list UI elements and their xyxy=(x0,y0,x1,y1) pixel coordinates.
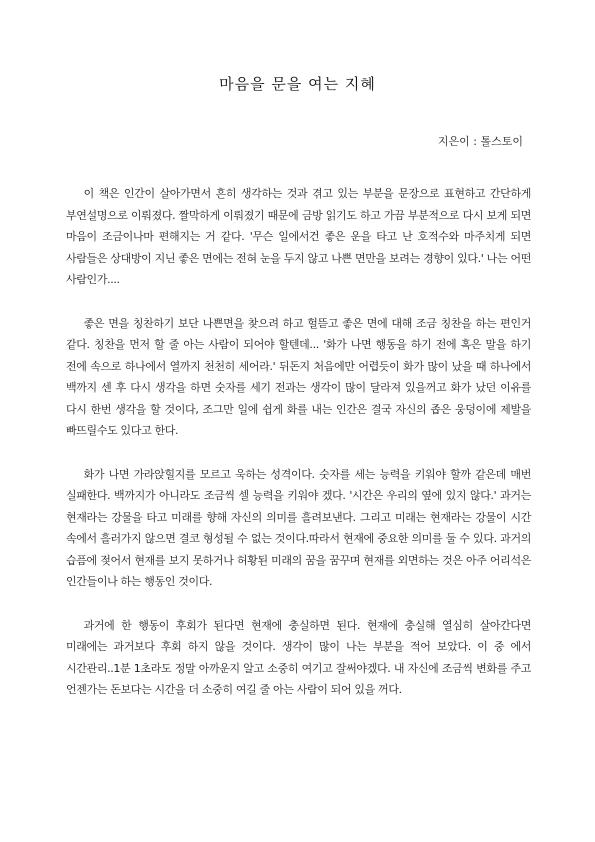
paragraph-3: 화가 나면 가라앉힐지를 모르고 욱하는 성격이다. 숫자를 세는 능력을 키워야 할까 같은데 매번 실패한다. 백까지가 아니라도 조금씩 셀 능력을 키워야 겠다. '시간은 우리의 옆에 있지 않다.' 과거는 현재라는 강물을 타고 미래를 향해 자신의 의미를 흘려보낸다. 그리고 미래는 현재라는 강물이 시간 속에서 흘러가지 않으면 결코 형성될 수 없는 것이다.따라서 현재에 중요한 의미를 둘 수 있다. 과거의 습픔에 젖어서 현재를 보지 못하거나 허황된 미래의 꿈을 꿈꾸며 현재를 외면하는 것은 아주 어리석은 인간들이나 하는 행동인 것이다. xyxy=(66,467,531,588)
paragraph-1: 이 책은 인간이 살아가면서 흔히 생각하는 것과 겪고 있는 부분을 문장으로 표현하고 간단하게 부연설명으로 이뤄졌다. 짤막하게 이뤄졌기 때문에 금방 읽기도 하고 가끔 부분적으로 다시 보게 되면 마음이 조금이나마 편해지는 거 같다. '무슨 일에서건 좋은 운을 타고 난 호적수와 마주치게 되면 사람들은 상대방이 지닌 좋은 면에는 전혀 눈을 두지 않고 나쁜 면만을 보려는 경향이 있다.' 나는 어떤 사람인가.... xyxy=(66,187,531,286)
author-line: 지은이 : 톨스토이 xyxy=(437,135,523,148)
paragraph-4: 과거에 한 행동이 후회가 된다면 현재에 충실하면 된다. 현재에 충실해 열심히 살아간다면 미래에는 과거보다 후회 하지 않을 것이다. 생각이 많이 나는 부분을 적어 보았다. 이 중 에서 시간관리..1분 1초라도 정말 아까운지 알고 소중히 여기고 잘써야겠다. 내 자신에 조금씩 변화를 주고 언젠가는 돈보다는 시간을 더 소중히 여길 줄 아는 사람이 되어 있을 꺼다. xyxy=(66,618,531,696)
document-body xyxy=(66,183,531,723)
paragraph-2: 좋은 면을 칭찬하기 보단 나쁜면을 찾으려 하고 헐뜯고 좋은 면에 대해 조금 칭찬을 하는 편인거 같다. 칭찬을 먼저 할 줄 아는 사람이 되어야 할텐데... '화가 나면 행동을 하기 전에 혹은 말을 하기 전에 속으로 하나에서 열까지 천천히 세어라.' 뒤돈지 처음에만 어렵듯이 화가 많이 났을 때 하나에서 백까지 센 후 다시 생각을 하면 숫자를 세기 전과는 생각이 많이 달라져 있을꺼고 화가 났던 이유를 다시 한번 생각을 할 것이다, 조그만 일에 쉽게 화를 내는 인간은 결국 자신의 좁은 웅덩이에 제발을 빠뜨릴수도 있다고 한다. xyxy=(66,316,531,437)
document-title: 마음을 문을 여는 지혜 xyxy=(219,75,376,93)
